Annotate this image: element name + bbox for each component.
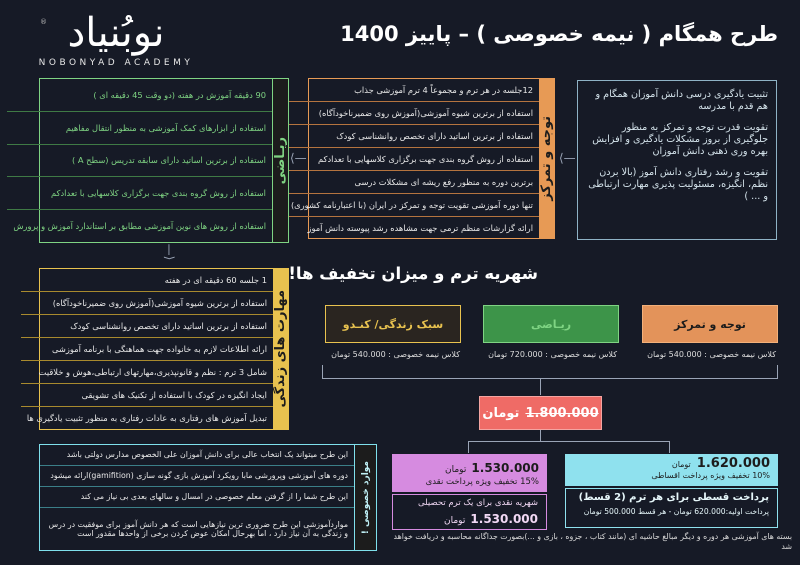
list-item: استفاده از برترین اساتید دارای تخصص روانشناسی کودک: [285, 125, 539, 148]
cash-term-unit: تومان: [444, 516, 466, 526]
list-item: این طرح میتواند یک انتخاب عالی برای دانش آموزان علی الخصوص مدارس دولتی باشد: [40, 445, 354, 466]
math-price-note: کلاس نیمه خصوصی : 720.000 تومان: [488, 350, 617, 359]
cash-amount: 1.530.000: [471, 461, 539, 475]
installment-discount: 10% تخفیف ویژه پرداخت اقساطی: [651, 471, 770, 480]
list-item: استفاده از روش گروه بندی جهت برگزاری کلاسهایی با تعدادکم: [7, 177, 272, 210]
registered-mark: ®: [40, 18, 47, 26]
page-title: طرح همگام ( نیمه خصوصی ) – پاییز 1400: [340, 22, 778, 46]
connector-line: [540, 430, 541, 441]
list-item: استفاده از برترین اساتید دارای سابقه تدریس (سطح A ): [7, 145, 272, 178]
total-unit: تومان: [482, 405, 520, 421]
list-item: تبدیل آموزش های رفتاری به عادات رفتاری به منظور تثبیت یادگیری ها: [26, 413, 267, 424]
connector-line: [322, 365, 778, 379]
cash-term-amount: 1.530.000: [470, 512, 538, 526]
math-panel-label: ریـاضی: [272, 79, 288, 242]
goals-box: [577, 80, 777, 240]
special-notes-list: [40, 445, 354, 550]
list-item: 90 دقیقه آموزش در هفته (دو وقت 45 دقیقه ای ): [7, 79, 272, 112]
focus-price-note: کلاس نیمه خصوصی : 540.000 تومان: [647, 350, 776, 359]
list-item: مواردآموزشی این طرح ضروری ترین نیازهایی است که هر دانش آموز برای موفقیت در درس و زندگی به آن نیاز دارد ، اما بهرحال امکان عوض کردن برخی از واحدها مقدور است: [48, 519, 348, 538]
cash-term-box: [392, 494, 547, 530]
logo-subtitle: NOBONYAD ACADEMY: [38, 58, 194, 68]
focus-price-card: توجه و تمرکز: [642, 305, 778, 343]
list-item: استفاده از روش گروه بندی جهت برگزاری کلاسهایی با تعدادکم: [285, 148, 539, 171]
math-panel: [13, 78, 289, 243]
special-notes-panel: [39, 444, 377, 551]
list-item: دوره های آموزشی وپرورشی مابا رویکرد آموزش بازی گونه سازی (gamifition)ارائه میشود: [40, 466, 354, 487]
list-item: این طرح شما را از گرفتن معلم خصوصی در امسال و سالهای بعدی بی نیاز می کند: [40, 487, 354, 508]
goal-item: تثبیت یادگیری درسی دانش آموزان همگام و هم قدم با مدرسه: [595, 89, 768, 112]
math-price-card: ریـاضی: [483, 305, 619, 343]
list-item: ارائه اطلاعات لازم به خانواده جهت هماهنگی با برنامه آموزشی: [21, 338, 273, 361]
list-item: استفاده از برترین شیوه آموزشی(آموزش روی ضمیرناخودآگاه): [21, 292, 273, 315]
installment-detail-box: [565, 488, 778, 528]
special-notes-label: موارد خصوصی !: [354, 445, 376, 550]
arrow-left-icon: ⟨—: [290, 151, 307, 165]
list-item: استفاده از ابزارهای کمک آموزشی به منظور انتقال مفاهیم: [7, 112, 272, 145]
cash-price-box: [392, 454, 547, 492]
list-item: برترین دوره به منظور رفع ریشه ای مشکلات درسی: [285, 171, 539, 194]
life-price-card: سبک زندگی/ کنـدو: [325, 305, 461, 343]
connector-line: [540, 379, 541, 395]
arrow-left-icon: ⟨—: [559, 151, 576, 165]
math-list: [7, 79, 272, 242]
arrow-down-icon: —⟩: [162, 243, 177, 261]
goal-item: تقویت و رشد رفتاری دانش آموز (بالا بردن نظم، انگیزه، مسئولیت پذیری مهارت ارتباطی و ... ): [588, 166, 768, 202]
life-price-note: کلاس نیمه خصوصی : 540.000 تومان: [331, 350, 460, 359]
total-amount: 1.800.000: [525, 405, 599, 421]
footnote: بسته های آموزشی هر دوره و دیگر مبالغ حاشیه ای (مانند کتاب ، جزوه ، بازی و ...)بصورت جداگانه محاسبه و دریافت خواهد شد: [393, 532, 792, 551]
logo: [36, 8, 196, 78]
installment-price-box: [565, 454, 778, 486]
installment-unit: تومان: [671, 460, 691, 469]
list-item: تنها دوره آموزشی تقویت توجه و تمرکز در ایران (با اعتبارنامه کشوری): [285, 194, 539, 217]
focus-panel-label: توجه و تمرکز: [539, 79, 554, 238]
logo-wordmark: نوبُنیاد: [67, 10, 165, 56]
connector-line: [468, 441, 670, 453]
life-skills-list: [21, 269, 273, 429]
total-price: [479, 396, 602, 430]
list-item: 1 جلسه 60 دقیقه ای در هفته: [21, 269, 273, 292]
list-item: استفاده از برترین شیوه آموزشی(آموزش روی ضمیرناخودآگاه): [285, 102, 539, 125]
list-item: ایجاد انگیزه در کودک با استفاده از تکنیک های تشویقی: [21, 384, 273, 407]
cash-term-label: شهریه نقدی برای یک ترم تحصیلی: [418, 498, 538, 508]
goal-item: تقویت قدرت توجه و تمرکز به منظور جلوگیری از بروز مشکلات یادگیری و افزایش بهره وری ذهنی دانش آموزان: [592, 121, 768, 157]
tuition-title: شهریه ترم و میزان تخفیف ها!: [288, 264, 538, 283]
life-skills-panel: [26, 268, 289, 430]
installment-amount: 1.620.000: [696, 456, 770, 471]
list-item: ارائه گزارشات منظم ترمی جهت مشاهده رشد پیوسته دانش آموز: [307, 223, 533, 234]
cash-discount: 15% تخفیف ویژه پرداخت نقدی: [425, 477, 539, 487]
list-item: 12جلسه در هر ترم و مجموعاً 4 ترم آموزشی جذاب: [285, 79, 539, 102]
list-item: استفاده از برترین اساتید دارای تخصص روانشناسی کودک: [21, 315, 273, 338]
installment-title: پرداخت قسطی برای هر ترم (2 قسط): [578, 492, 769, 503]
focus-panel: [290, 78, 555, 239]
installment-detail: پرداخت اولیه:620.000 تومان - هر قسط 500.000 تومان: [583, 507, 769, 516]
focus-list: [285, 79, 539, 238]
cash-unit: تومان: [445, 465, 467, 475]
life-skills-panel-label: مهارت های زندگی: [273, 269, 288, 429]
list-item: شامل 3 ترم : نظم و قانونپذیری،مهارتهای ارتباطی،هوش و خلاقیت: [21, 361, 273, 384]
list-item: استفاده از روش های نوین آموزشی مطابق بر استاندارد آموزش و پرورش: [13, 221, 266, 232]
